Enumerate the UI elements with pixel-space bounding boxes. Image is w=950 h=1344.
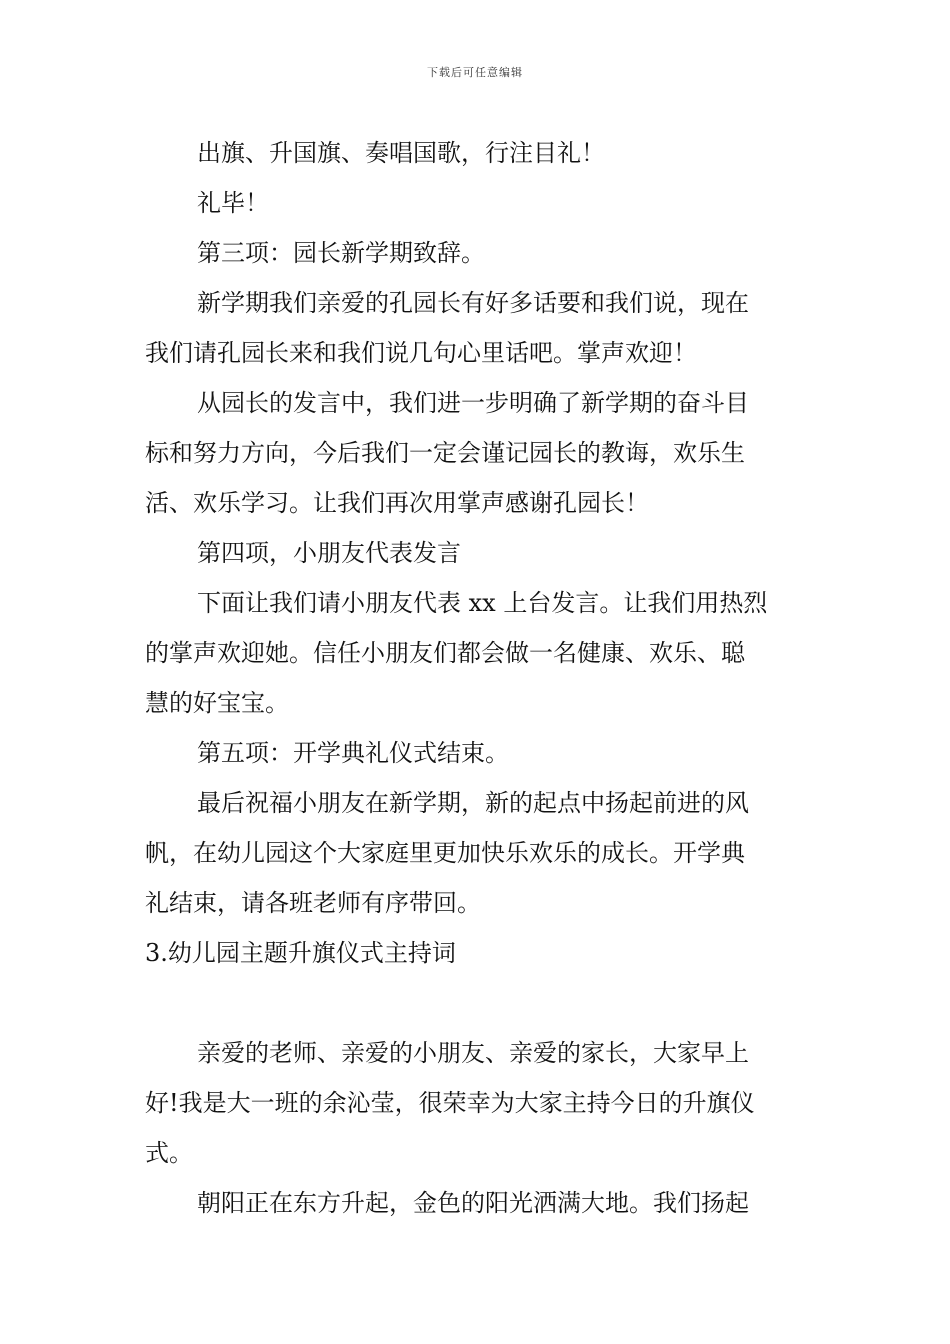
- text-line: 慧的好宝宝。: [145, 689, 289, 717]
- text-line: 从园长的发言中，我们进一步明确了新学期的奋斗目: [197, 389, 749, 417]
- page-header: 下载后可任意编辑: [427, 66, 523, 79]
- text-line: 我们请孔园长来和我们说几句心里话吧。掌声欢迎！: [145, 339, 697, 367]
- blank-line: [145, 978, 810, 1028]
- section-heading: 第四项，小朋友代表发言: [197, 539, 461, 567]
- text-line: 出旗、升国旗、奏唱国歌，行注目礼！: [197, 139, 605, 167]
- text-line: 好!我是大一班的余沁莹，很荣幸为大家主持今日的升旗仪: [145, 1089, 755, 1117]
- text-line: 最后祝福小朋友在新学期，新的起点中扬起前进的风: [197, 789, 749, 817]
- text-line: 亲爱的老师、亲爱的小朋友、亲爱的家长，大家早上: [197, 1039, 749, 1067]
- document-section-title: 3.幼儿园主题升旗仪式主持词: [145, 939, 456, 967]
- text-line: 帆，在幼儿园这个大家庭里更加快乐欢乐的成长。开学典: [145, 839, 745, 867]
- text-line: 式。: [145, 1139, 193, 1167]
- section-heading: 第三项：园长新学期致辞。: [197, 239, 485, 267]
- text-line: 下面让我们请小朋友代表 xx 上台发言。让我们用热烈: [197, 589, 768, 617]
- text-line: 标和努力方向，今后我们一定会谨记园长的教诲，欢乐生: [145, 439, 745, 467]
- document-body: [145, 128, 810, 1228]
- text-line: 礼结束，请各班老师有序带回。: [145, 889, 481, 917]
- text-line: 礼毕！: [197, 189, 269, 217]
- text-line: 新学期我们亲爱的孔园长有好多话要和我们说，现在: [197, 289, 749, 317]
- text-line: 的掌声欢迎她。信任小朋友们都会做一名健康、欢乐、聪: [145, 639, 745, 667]
- text-line: 朝阳正在东方升起，金色的阳光洒满大地。我们扬起: [197, 1189, 749, 1217]
- text-line: 活、欢乐学习。让我们再次用掌声感谢孔园长！: [145, 489, 649, 517]
- section-heading: 第五项：开学典礼仪式结束。: [197, 739, 509, 767]
